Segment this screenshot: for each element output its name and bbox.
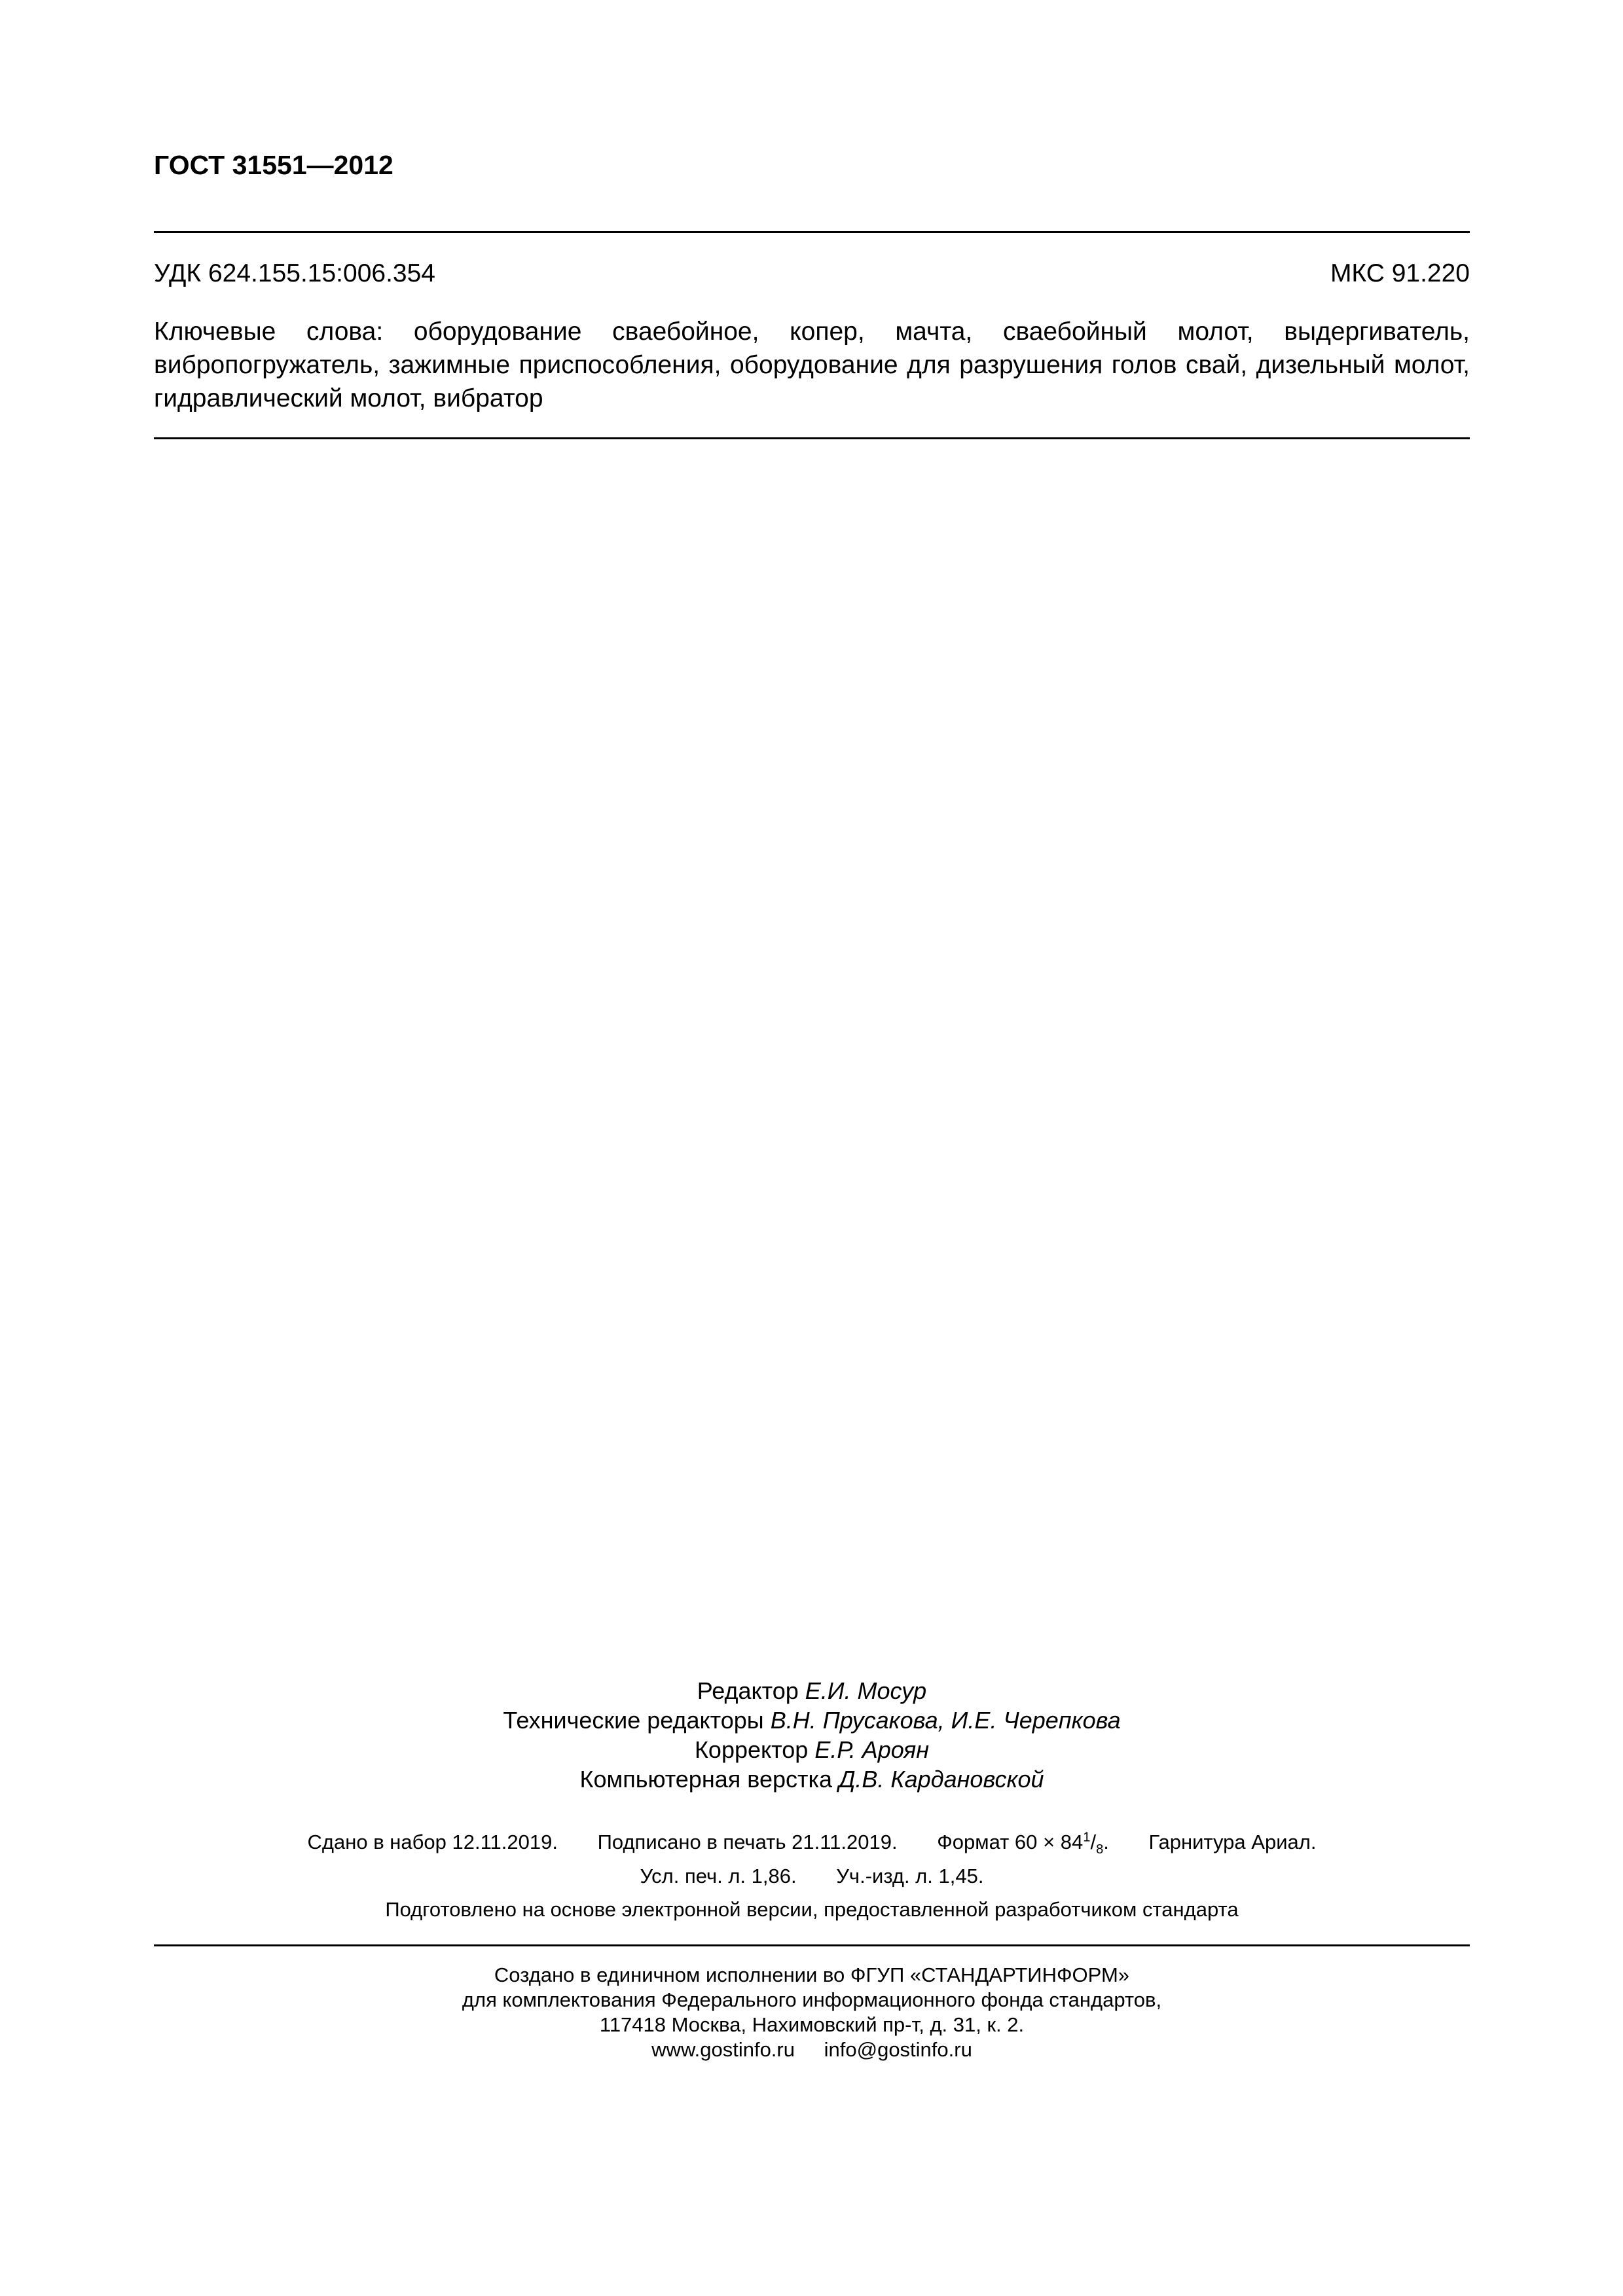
email-link[interactable]: info@gostinfo.ru <box>824 2038 972 2061</box>
publisher-block <box>154 1963 1470 2062</box>
udk-code: УДК 624.155.15:006.354 <box>154 259 435 287</box>
editor-line <box>154 1676 1470 1705</box>
layout-name: Д.В. Кардановской <box>839 1766 1044 1793</box>
publisher-line-1: Создано в единичном исполнении во ФГУП «СТАНДАРТИНФОРМ» <box>494 1963 1130 1986</box>
format-numerator: 1 <box>1083 1831 1091 1845</box>
format-suffix: . <box>1103 1831 1109 1854</box>
format-denominator: 8 <box>1096 1842 1104 1857</box>
tech-editors-names: В.Н. Прусакова, И.Е. Черепкова <box>770 1707 1121 1734</box>
keywords-divider <box>154 437 1470 439</box>
layout-label: Компьютерная верстка <box>579 1766 833 1793</box>
typeface: Гарнитура Ариал. <box>1148 1831 1317 1854</box>
submitted-date: Сдано в набор 12.11.2019. <box>307 1831 558 1854</box>
credits-block <box>154 1676 1470 1794</box>
print-info-line-1 <box>154 1825 1470 1863</box>
corrector-label: Корректор <box>694 1736 809 1763</box>
keywords-paragraph: Ключевые слова: оборудование сваебойное, копер, мачта, сваебойный молот, выдергиватель, вибропогружатель, зажимные приспособления, оборудование для разрушения голов свай, дизельный молот, гидравлический молот, вибратор <box>154 318 1470 412</box>
editor-name: Е.И. Мосур <box>805 1677 927 1704</box>
print-sheets: Усл. печ. л. 1,86. <box>640 1864 797 1887</box>
editor-label: Редактор <box>697 1677 799 1704</box>
website-link[interactable]: www.gostinfo.ru <box>651 2038 795 2061</box>
corrector-line <box>154 1735 1470 1764</box>
format-prefix: Формат 60 × 84 <box>937 1831 1084 1854</box>
corrector-name: Е.Р. Ароян <box>814 1736 930 1763</box>
tech-editors-line <box>154 1705 1470 1735</box>
format-slash: / <box>1090 1831 1097 1854</box>
print-info-line-2 <box>154 1863 1470 1889</box>
top-divider <box>154 231 1470 233</box>
paper-format <box>937 1831 1109 1857</box>
print-info-block <box>154 1825 1470 1889</box>
prepared-note: Подготовлено на основе электронной версии, предоставленной разработчиком стандарта <box>385 1898 1239 1921</box>
publisher-address: 117418 Москва, Нахимовский пр-т, д. 31, к. 2. <box>599 2013 1025 2036</box>
document-number: ГОСТ 31551—2012 <box>154 150 393 180</box>
publisher-line-2: для комплектования Федерального информационного фонда стандартов, <box>462 1988 1162 2011</box>
mks-code: МКС 91.220 <box>1330 259 1470 287</box>
publisher-sheets: Уч.-изд. л. 1,45. <box>836 1864 984 1887</box>
bottom-divider <box>154 1944 1470 1946</box>
signed-date: Подписано в печать 21.11.2019. <box>597 1831 898 1854</box>
tech-editors-label: Технические редакторы <box>503 1707 764 1734</box>
publisher-contacts <box>154 2037 1470 2062</box>
layout-line <box>154 1764 1470 1794</box>
